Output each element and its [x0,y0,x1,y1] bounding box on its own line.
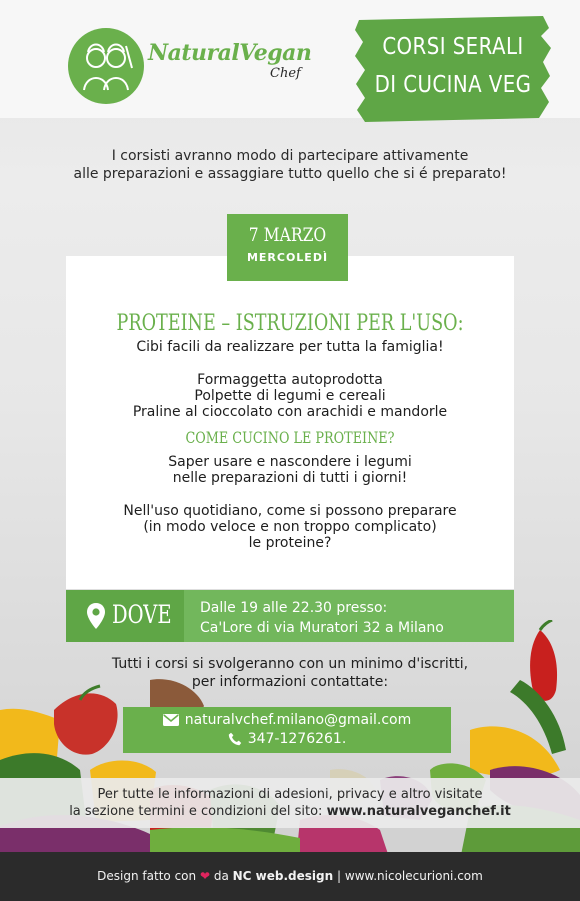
footer-site-link[interactable]: www.nicolecurioni.com [344,869,483,883]
question-title: COME CUCINO LE PROTEINE? [185,428,395,447]
menu-list [66,372,514,420]
daily-line: Nell'uso quotidiano, come si possono preparare [123,503,457,519]
question-line: Saper usare e nascondere i legumi [168,454,412,470]
question-text [66,454,514,486]
date-weekday: MERCOLEDÌ [246,251,329,264]
brand-name: NaturalVegan [148,40,312,66]
banner-title-line1: CORSI SERALI [382,34,524,60]
date-badge [227,214,348,281]
daily-text [66,503,514,551]
location-address: Ca'Lore di via Muratori 32 a Milano [200,620,444,636]
banner-title-line2: DI CUCINA VEG [374,72,532,98]
minimum-line1: Tutti i corsi si svolgeranno con un minimo d'iscritti, [111,656,469,672]
intro-text [40,147,540,183]
phone-number[interactable]: 347-1276261. [247,731,347,747]
location-label: DOVE [112,600,172,629]
intro-line1: I corsisti avranno modo di partecipare attivamente [111,148,469,164]
terms-line1: Per tutte le informazioni di adesioni, privacy e altro visitate [97,787,483,802]
phone-icon [228,732,242,746]
brand-subtitle: Chef [270,66,301,81]
footer-separator: | [337,869,342,883]
heart-icon: ❤ [199,869,210,883]
location-time: Dalle 19 alle 22.30 presso: [200,600,388,616]
phone-row[interactable] [123,730,451,749]
footer-middle: da [213,869,229,883]
terms-line2-text: la sezione termini e condizioni del sito: [69,804,323,819]
website-link[interactable]: www.naturalveganchef.it [326,804,511,819]
footer-prefix: Design fatto con [97,869,197,883]
email-row[interactable] [123,711,451,730]
menu-item: Polpette di legumi e cereali [194,388,386,404]
menu-item: Formaggetta autoprodotta [197,372,383,388]
date-main: 7 MARZO [248,224,327,246]
course-subtitle: Cibi facili da realizzare per tutta la famiglia! [136,339,444,355]
contact-box [123,707,451,753]
brush-stroke-shape [353,14,553,124]
minimum-line2: per informazioni contattate: [191,674,389,690]
logo-chefs-icon [68,28,144,104]
logo[interactable] [68,28,144,104]
daily-line: (in modo veloce e non troppo complicato) [143,519,437,535]
footer-studio-link[interactable]: NC web.design [232,869,334,883]
daily-line: le proteine? [248,535,332,551]
terms-bar [0,778,580,828]
envelope-icon [163,714,179,726]
question-line: nelle preparazioni di tutti i giorni! [172,470,408,486]
footer [0,852,580,901]
course-title: PROTEINE – ISTRUZIONI PER L'USO: [116,311,464,336]
menu-item: Praline al cioccolato con arachidi e mandorle [132,404,448,420]
terms-line2 [0,803,580,820]
email-link[interactable]: naturalvchef.milano@gmail.com [184,712,412,728]
intro-line2: alle preparazioni e assaggiare tutto quello che si é preparato! [73,166,507,182]
title-banner [353,14,553,124]
